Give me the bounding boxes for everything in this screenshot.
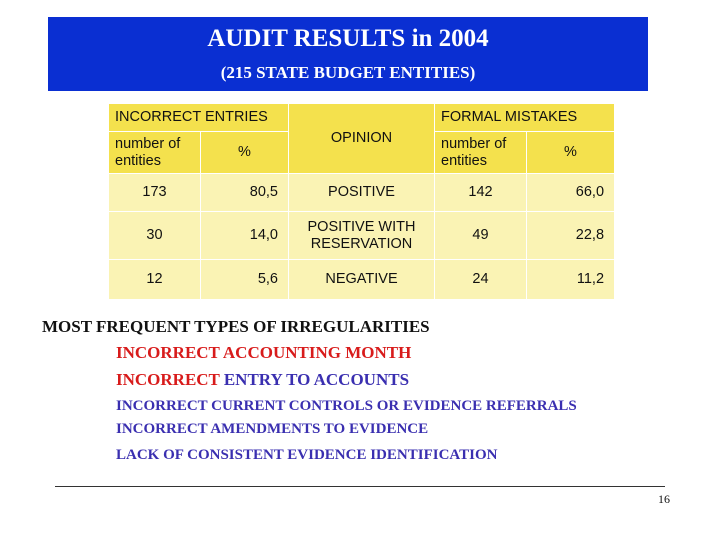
irregularity-item: INCORRECT ACCOUNTING MONTH <box>116 343 412 362</box>
opinion-cell: NEGATIVE <box>289 260 435 300</box>
inc-number-header: number of entities <box>109 132 201 174</box>
opinion-cell: POSITIVE <box>289 174 435 212</box>
inc-percent-cell: 80,5 <box>201 174 289 212</box>
table-header-row <box>109 104 615 132</box>
irregularity-item-red-part: INCORRECT <box>116 370 224 389</box>
irregularity-item: LACK OF CONSISTENT EVIDENCE IDENTIFICATION <box>116 447 498 463</box>
irregularity-item: INCORRECT AMENDMENTS TO EVIDENCE <box>116 421 429 437</box>
inc-percent-header: % <box>201 132 289 174</box>
slide-subtitle: (215 STATE BUDGET ENTITIES) <box>220 63 476 82</box>
opinion-cell: POSITIVE WITH RESERVATION <box>289 212 435 260</box>
title-banner <box>48 17 648 91</box>
page-number: 16 <box>658 492 670 506</box>
fm-percent-cell: 11,2 <box>527 260 615 300</box>
incorrect-entries-header: INCORRECT ENTRIES <box>109 104 289 132</box>
inc-number-cell: 30 <box>109 212 201 260</box>
irregularity-item <box>116 370 409 390</box>
irregularity-item: INCORRECT CURRENT CONTROLS OR EVIDENCE REFERRALS <box>116 398 577 414</box>
table-row <box>109 260 615 300</box>
inc-percent-cell: 5,6 <box>201 260 289 300</box>
fm-percent-cell: 66,0 <box>527 174 615 212</box>
footer-divider <box>55 486 665 487</box>
fm-number-cell: 142 <box>435 174 527 212</box>
formal-mistakes-header: FORMAL MISTAKES <box>435 104 615 132</box>
table-row <box>109 212 615 260</box>
fm-number-header: number of entities <box>435 132 527 174</box>
inc-percent-cell: 14,0 <box>201 212 289 260</box>
audit-results-table <box>108 103 615 300</box>
table-row <box>109 174 615 212</box>
opinion-header: OPINION <box>289 104 435 174</box>
irregularity-item-blue-part: ENTRY TO ACCOUNTS <box>223 370 410 389</box>
fm-number-cell: 49 <box>435 212 527 260</box>
inc-number-cell: 12 <box>109 260 201 300</box>
fm-percent-header: % <box>527 132 615 174</box>
inc-number-cell: 173 <box>109 174 201 212</box>
fm-number-cell: 24 <box>435 260 527 300</box>
slide-title: AUDIT RESULTS in 2004 <box>207 25 489 52</box>
fm-percent-cell: 22,8 <box>527 212 615 260</box>
irregularities-title: MOST FREQUENT TYPES OF IRREGULARITIES <box>42 317 430 336</box>
